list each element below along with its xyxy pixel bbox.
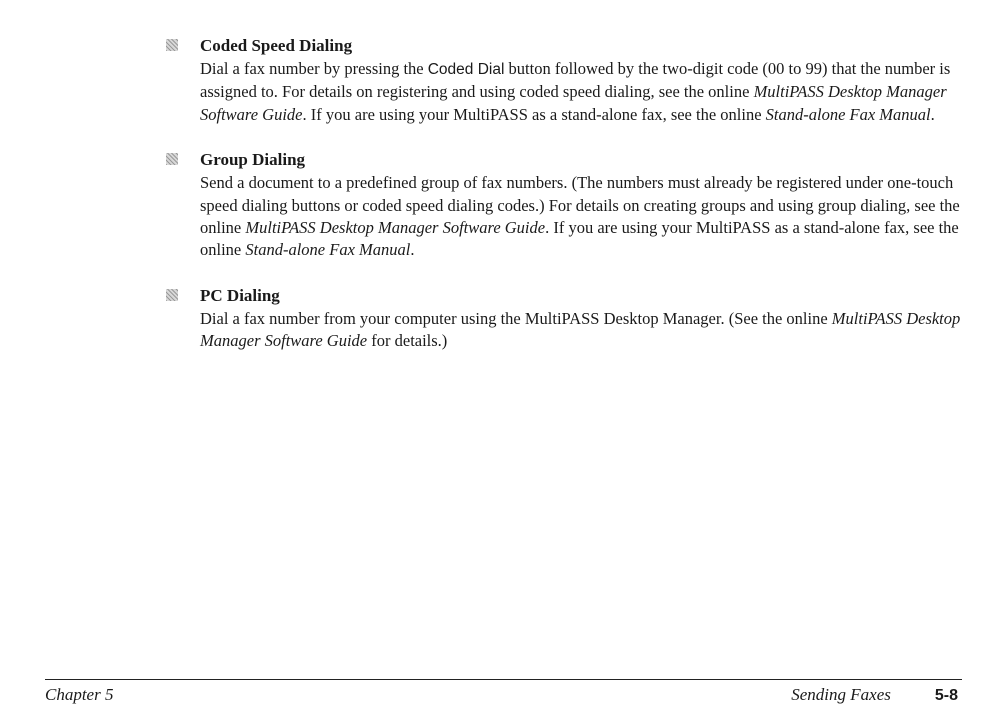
page-number: 5-8 (934, 687, 958, 704)
manual-title: Stand-alone Fax Manual (765, 104, 931, 124)
text-run: . (930, 104, 935, 124)
text-run: . If you are using your MultiPASS as a stand-alone fax, see the online (200, 218, 959, 260)
section-heading: Group Dialing (200, 150, 306, 170)
footer-chapter: Chapter 5 (45, 685, 114, 704)
text-run: Send a document to a predefined group of fax numbers. (The numbers must already be registered under one-touch speed dialing buttons or coded speed dialing codes.) For details on creating groups and using group dialing, see the online (200, 173, 960, 238)
square-bullet-icon (166, 39, 178, 51)
section-body (200, 58, 966, 126)
manual-title: Stand-alone Fax Manual (245, 240, 411, 260)
section-pc-dialing (166, 284, 966, 353)
section-heading: Coded Speed Dialing (200, 36, 353, 55)
footer-rule (45, 679, 962, 680)
button-name: Coded Dial (427, 61, 505, 78)
section-coded-speed-dialing (166, 34, 966, 126)
text-run: for details.) (367, 331, 448, 351)
guide-title: MultiPASS Desktop Manager Software Guide (200, 308, 961, 351)
guide-title: MultiPASS Desktop Manager Software Guide (245, 218, 546, 238)
footer-right (791, 685, 958, 705)
footer-title: Sending Faxes (791, 685, 891, 704)
section-body (200, 308, 966, 353)
text-run: Dial a fax number from your computer using the MultiPASS Desktop Manager. (See the online (200, 308, 832, 328)
text-run: button followed by the two-digit code (00 to 99) that the number is assigned to. For details on registering and using coded speed dialing, see the online (200, 59, 951, 102)
square-bullet-icon (166, 153, 178, 165)
section-group-dialing (166, 148, 966, 262)
text-run: Dial a fax number by pressing the (200, 59, 428, 78)
text-run: . If you are using your MultiPASS as a stand-alone fax, see the online (302, 104, 766, 124)
square-bullet-icon (166, 289, 178, 301)
text-run: . (410, 240, 415, 260)
guide-title: MultiPASS Desktop Manager Software Guide (200, 82, 947, 124)
section-body (200, 172, 966, 262)
content (166, 34, 966, 375)
section-heading: PC Dialing (200, 285, 280, 305)
